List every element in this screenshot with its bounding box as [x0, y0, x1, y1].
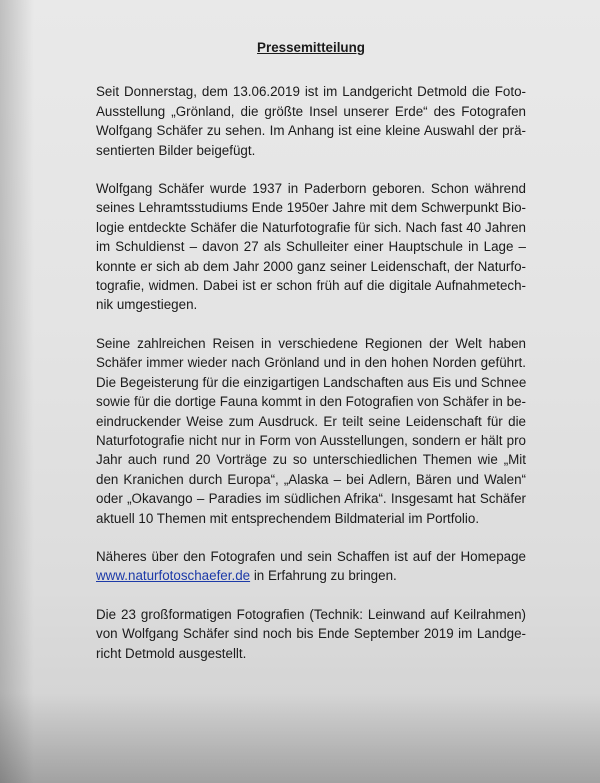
- text-line: nik umgestiegen.: [96, 297, 198, 313]
- text-line: Seine zahlreichen Reisen in verschiedene Regionen der Welt haben: [96, 335, 526, 351]
- text-line: logie entdeckte Schäfer die Naturfotografie für sich. Nach fast 40 Jahren: [96, 219, 526, 235]
- text-line: Schäfer immer wieder nach Grönland und in den hohen Norden geführt.: [96, 355, 526, 371]
- page-shadow-left: [0, 0, 34, 783]
- text-line: konnte er sich ab dem Jahr 2000 ganz seiner Leidenschaft, der Naturfo-: [96, 258, 526, 274]
- press-release-body: [96, 38, 526, 682]
- text-line: sowie für die dortige Fauna kommt in den Fotografien von Schäfer in be-: [96, 394, 526, 410]
- text-line: Wolfgang Schäfer zu sehen. Im Anhang ist eine kleine Auswahl der prä-: [96, 123, 526, 139]
- text-fragment: in Erfahrung zu bringen.: [250, 568, 397, 584]
- paragraph-2: [96, 179, 526, 315]
- text-line: sentierten Bilder beigefügt.: [96, 142, 256, 158]
- text-line: Jahr auch rund 20 Vorträge zu so unterschiedlichen Themen wie „Mit: [96, 452, 526, 468]
- paragraph-1: [96, 82, 526, 160]
- text-line: den Kranichen durch Europa“, „Alaska – bei Adlern, Bären und Walen“: [96, 471, 526, 487]
- text-line: richt Detmold ausgestellt.: [96, 645, 247, 661]
- text-line: Ausstellung „Grönland, die größte Insel unserer Erde“ des Fotografen: [96, 103, 526, 119]
- page-shadow-bottom: [0, 693, 600, 783]
- text-line: [96, 566, 526, 585]
- text-line: Näheres über den Fotografen und sein Schaffen ist auf der Homepage: [96, 548, 526, 564]
- text-line: von Wolfgang Schäfer sind noch bis Ende September 2019 im Landge-: [96, 626, 526, 642]
- text-line: seines Lehramtsstudiums Ende 1950er Jahre mit dem Schwerpunkt Bio-: [96, 200, 526, 216]
- homepage-link[interactable]: www.naturfotoschaefer.de: [96, 568, 251, 584]
- text-line: eindruckender Weise zum Ausdruck. Er teilt seine Leidenschaft für die: [96, 413, 526, 429]
- text-line: oder „Okavango – Paradies im südlichen Afrika“. Insgesamt hat Schäfer: [96, 491, 526, 507]
- paragraph-4: [96, 547, 526, 586]
- text-line: Die Begeisterung für die einzigartigen Landschaften aus Eis und Schnee: [96, 374, 527, 390]
- text-line: im Schuldienst – davon 27 als Schulleiter einer Hauptschule in Lage –: [96, 239, 526, 255]
- paragraph-3: [96, 334, 526, 528]
- text-line: aktuell 10 Themen mit entsprechendem Bildmaterial im Portfolio.: [96, 510, 480, 526]
- text-line: Seit Donnerstag, dem 13.06.2019 ist im Landgericht Detmold die Foto-: [96, 84, 526, 100]
- text-line: Wolfgang Schäfer wurde 1937 in Paderborn geboren. Schon während: [96, 181, 526, 197]
- text-line: Die 23 großformatigen Fotografien (Technik: Leinwand auf Keilrahmen): [96, 606, 526, 622]
- document-title: Pressemitteilung: [257, 40, 365, 55]
- text-line: tografie, widmen. Dabei ist er schon früh auf die digitale Aufnahmetech-: [96, 278, 526, 294]
- text-line: Naturfotografie nicht nur in Form von Ausstellungen, sondern er hält pro: [96, 432, 526, 448]
- paragraph-5: [96, 605, 526, 663]
